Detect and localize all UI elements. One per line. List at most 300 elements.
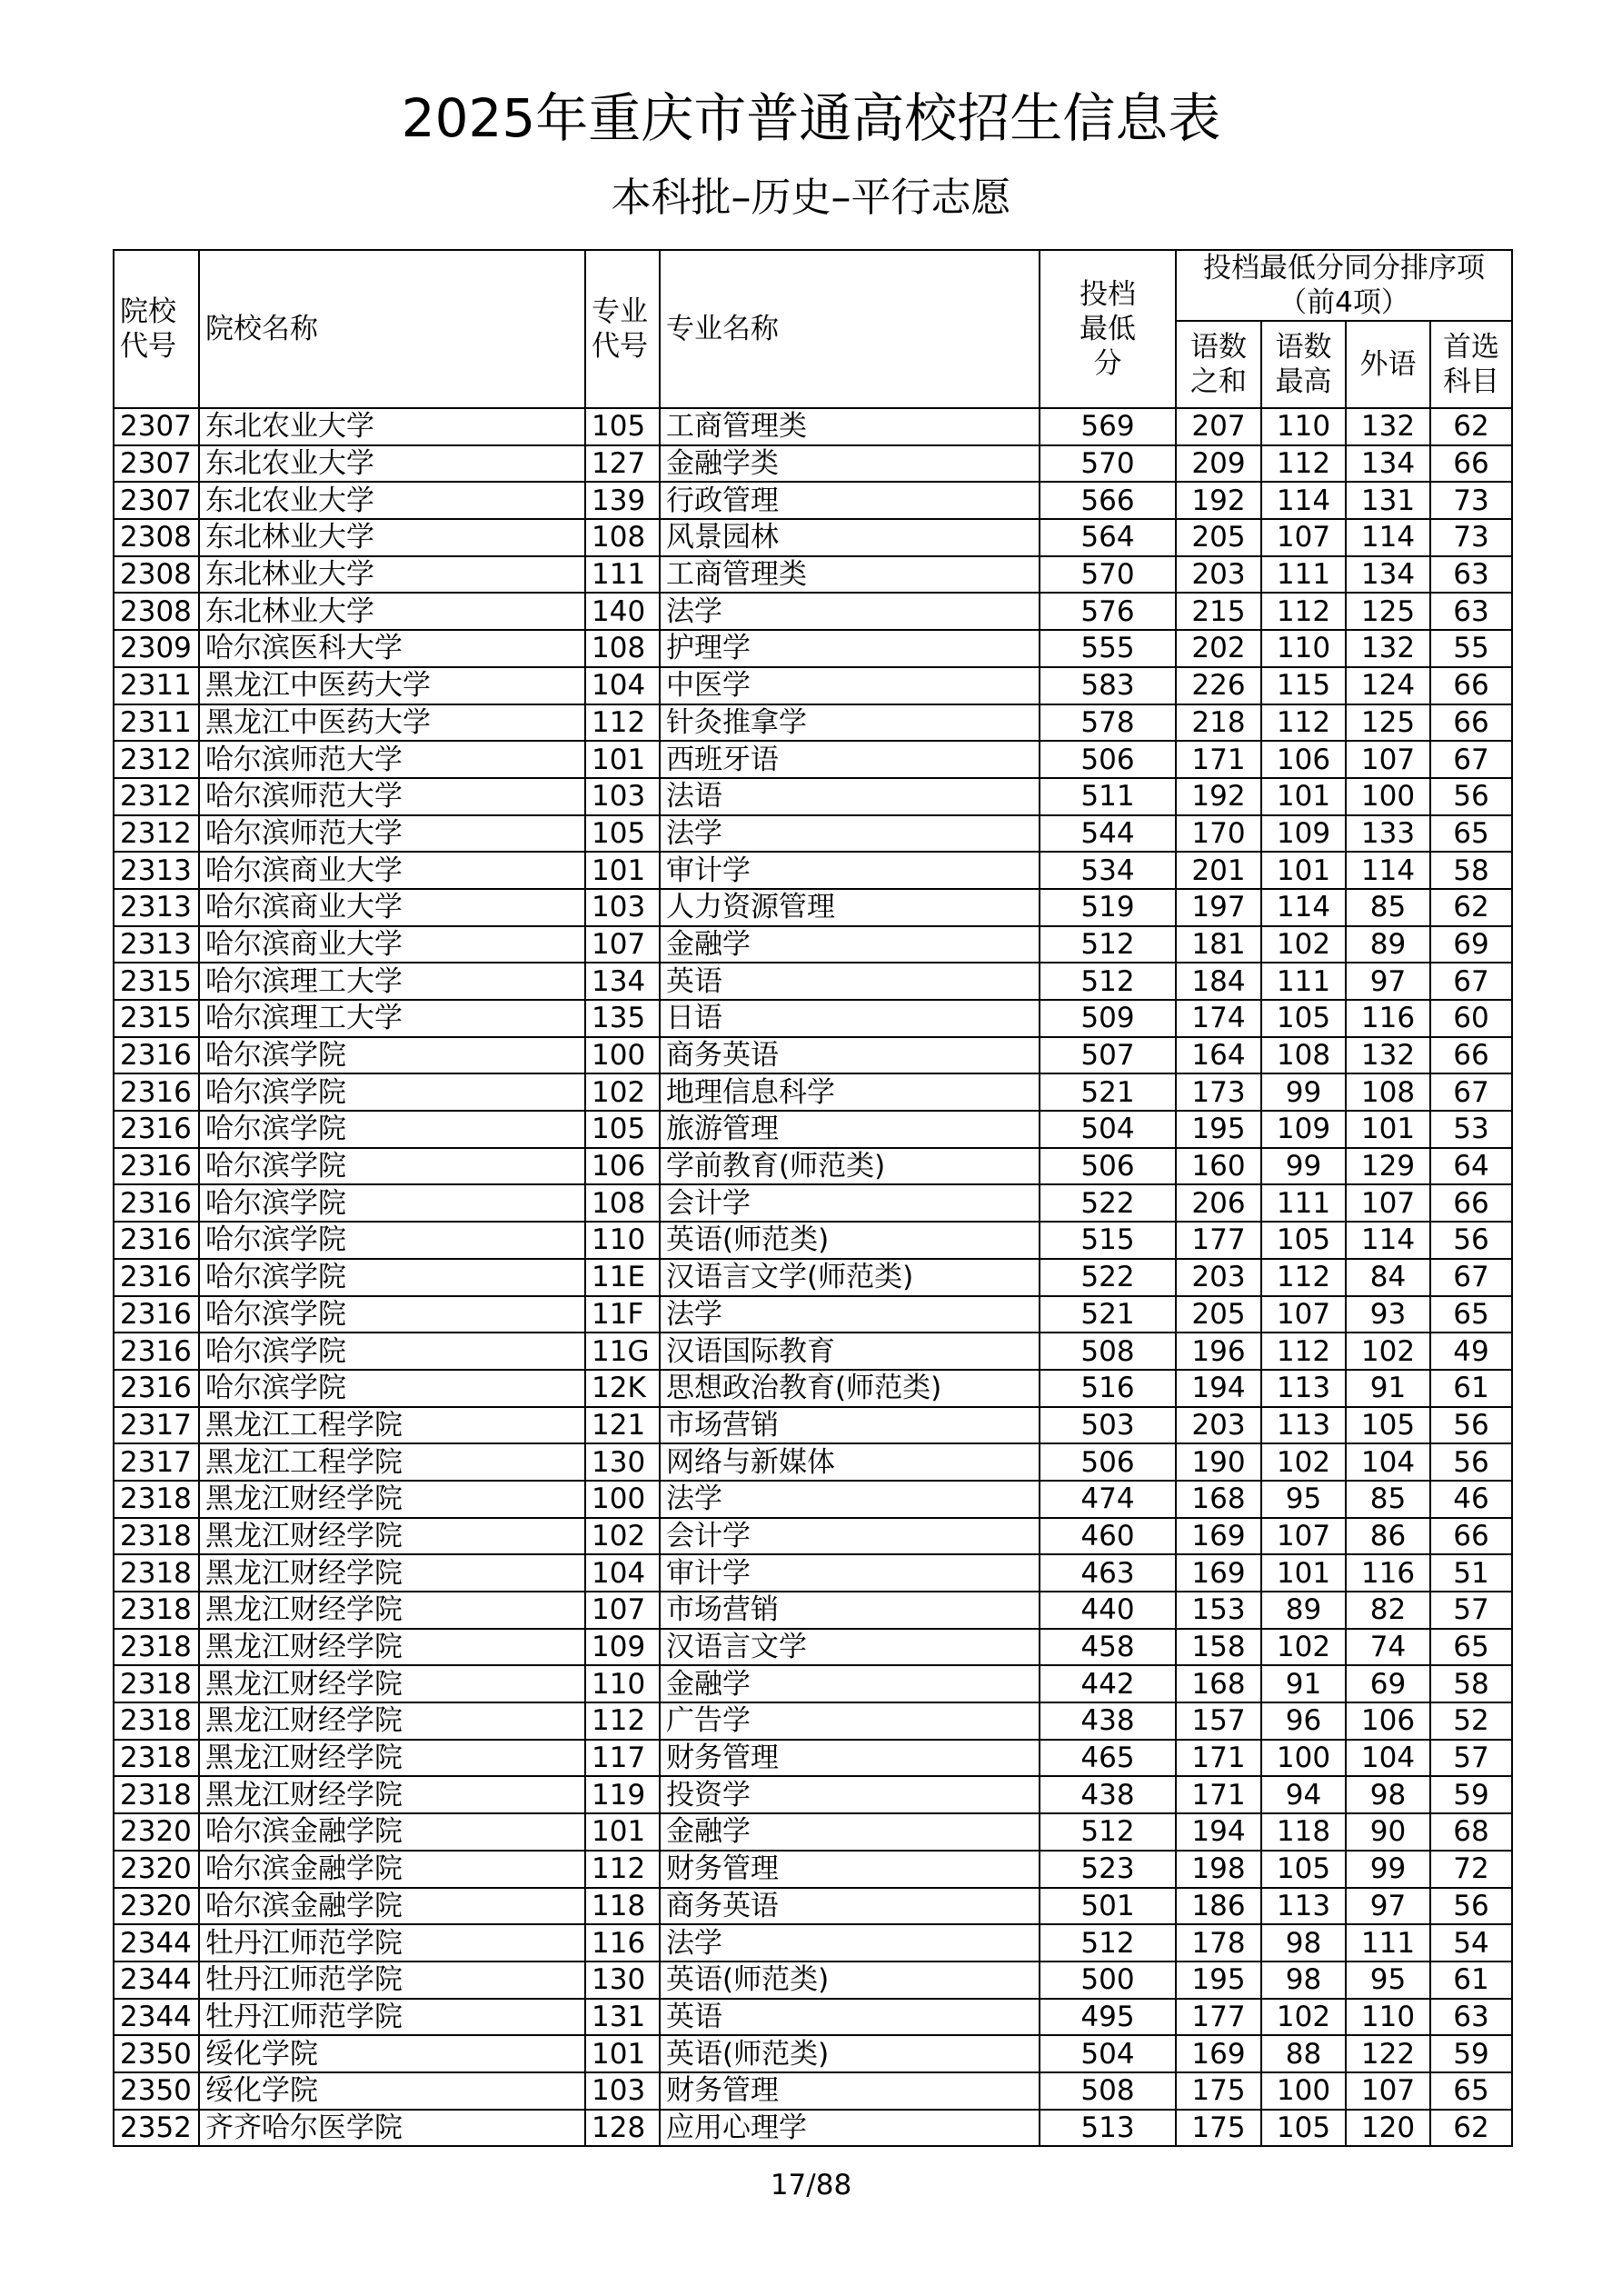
school-code-cell: 2318 xyxy=(114,1518,199,1555)
table-row xyxy=(114,445,1512,483)
first-subject-cell: 66 xyxy=(1430,1518,1512,1555)
table-row xyxy=(114,1776,1512,1813)
chinese-math-sum-cell: 171 xyxy=(1176,741,1261,778)
min-score-cell: 465 xyxy=(1040,1740,1176,1777)
major-code-cell: 104 xyxy=(585,667,660,704)
min-score-cell: 521 xyxy=(1040,1073,1176,1111)
chinese-math-max-cell: 113 xyxy=(1261,1407,1346,1444)
first-subject-cell: 62 xyxy=(1430,408,1512,445)
foreign-language-cell: 102 xyxy=(1346,1333,1430,1370)
major-code-cell: 107 xyxy=(585,926,660,963)
chinese-math-max-cell: 107 xyxy=(1261,519,1346,556)
chinese-math-sum-cell: 171 xyxy=(1176,1776,1261,1813)
school-name-cell: 哈尔滨学院 xyxy=(199,1037,585,1074)
table-row xyxy=(114,1443,1512,1481)
chinese-math-sum-cell: 177 xyxy=(1176,1999,1261,2036)
min-score-cell: 512 xyxy=(1040,1924,1176,1962)
chinese-math-max-cell: 111 xyxy=(1261,556,1346,594)
table-row xyxy=(114,852,1512,889)
chinese-math-sum-cell: 218 xyxy=(1176,704,1261,742)
min-score-cell: 504 xyxy=(1040,1111,1176,1148)
first-subject-cell: 67 xyxy=(1430,1073,1512,1111)
foreign-language-cell: 132 xyxy=(1346,1037,1430,1074)
chinese-math-max-cell: 101 xyxy=(1261,852,1346,889)
school-name-cell: 哈尔滨师范大学 xyxy=(199,741,585,778)
min-score-cell: 513 xyxy=(1040,2110,1176,2147)
min-score-cell: 515 xyxy=(1040,1222,1176,1259)
chinese-math-max-cell: 118 xyxy=(1261,1813,1346,1851)
major-code-cell: 105 xyxy=(585,408,660,445)
min-score-cell: 511 xyxy=(1040,778,1176,815)
chinese-math-max-cell: 101 xyxy=(1261,778,1346,815)
table-row xyxy=(114,519,1512,556)
table-row xyxy=(114,926,1512,963)
major-code-cell: 100 xyxy=(585,1037,660,1074)
major-code-cell: 110 xyxy=(585,1665,660,1702)
foreign-language-cell: 107 xyxy=(1346,1184,1430,1222)
first-subject-cell: 56 xyxy=(1430,778,1512,815)
table-row xyxy=(114,630,1512,667)
first-subject-cell: 56 xyxy=(1430,1443,1512,1481)
school-name-cell: 东北农业大学 xyxy=(199,445,585,483)
foreign-language-cell: 85 xyxy=(1346,889,1430,926)
foreign-language-cell: 122 xyxy=(1346,2035,1430,2072)
school-code-cell: 2307 xyxy=(114,445,199,483)
foreign-language-cell: 89 xyxy=(1346,926,1430,963)
school-name-cell: 哈尔滨商业大学 xyxy=(199,926,585,963)
chinese-math-max-cell: 89 xyxy=(1261,1592,1346,1629)
first-subject-cell: 62 xyxy=(1430,889,1512,926)
major-name-cell: 法学 xyxy=(660,1296,1040,1333)
foreign-language-cell: 91 xyxy=(1346,1370,1430,1407)
major-code-cell: 102 xyxy=(585,1518,660,1555)
chinese-math-sum-cell: 169 xyxy=(1176,2035,1261,2072)
school-code-cell: 2318 xyxy=(114,1592,199,1629)
major-code-cell: 101 xyxy=(585,741,660,778)
first-subject-cell: 66 xyxy=(1430,445,1512,483)
chinese-math-max-cell: 105 xyxy=(1261,1851,1346,1888)
first-subject-cell: 49 xyxy=(1430,1333,1512,1370)
major-code-cell: 116 xyxy=(585,1924,660,1962)
school-name-cell: 牡丹江师范学院 xyxy=(199,1999,585,2036)
chinese-math-max-cell: 112 xyxy=(1261,1333,1346,1370)
table-row xyxy=(114,1851,1512,1888)
foreign-language-cell: 114 xyxy=(1346,519,1430,556)
major-code-cell: 130 xyxy=(585,1443,660,1481)
min-score-cell: 569 xyxy=(1040,408,1176,445)
chinese-math-sum-cell: 178 xyxy=(1176,1924,1261,1962)
chinese-math-max-cell: 102 xyxy=(1261,926,1346,963)
min-score-cell: 544 xyxy=(1040,815,1176,853)
school-code-cell: 2308 xyxy=(114,593,199,630)
table-row xyxy=(114,1665,1512,1702)
min-score-cell: 506 xyxy=(1040,1148,1176,1185)
major-code-cell: 106 xyxy=(585,1148,660,1185)
chinese-math-sum-cell: 169 xyxy=(1176,1554,1261,1592)
chinese-math-sum-cell: 164 xyxy=(1176,1037,1261,1074)
school-code-cell: 2312 xyxy=(114,741,199,778)
foreign-language-cell: 108 xyxy=(1346,1073,1430,1111)
major-name-cell: 法学 xyxy=(660,593,1040,630)
school-code-cell: 2320 xyxy=(114,1813,199,1851)
school-name-cell: 哈尔滨师范大学 xyxy=(199,778,585,815)
table-row xyxy=(114,1407,1512,1444)
first-subject-cell: 67 xyxy=(1430,963,1512,1000)
major-code-cell: 108 xyxy=(585,519,660,556)
school-name-cell: 哈尔滨金融学院 xyxy=(199,1813,585,1851)
foreign-language-cell: 110 xyxy=(1346,1999,1430,2036)
chinese-math-max-cell: 98 xyxy=(1261,1924,1346,1962)
foreign-language-cell: 93 xyxy=(1346,1296,1430,1333)
major-code-cell: 12K xyxy=(585,1370,660,1407)
major-code-cell: 112 xyxy=(585,1851,660,1888)
page-number: 17/88 xyxy=(770,2169,852,2201)
first-subject-cell: 56 xyxy=(1430,1407,1512,1444)
table-row xyxy=(114,1740,1512,1777)
school-code-cell: 2313 xyxy=(114,889,199,926)
table-row xyxy=(114,741,1512,778)
major-name-cell: 学前教育(师范类) xyxy=(660,1148,1040,1185)
header-sub-chinese-math-max: 语数最高 xyxy=(1261,321,1346,408)
table-row xyxy=(114,1554,1512,1592)
major-code-cell: 112 xyxy=(585,704,660,742)
min-score-cell: 438 xyxy=(1040,1702,1176,1740)
major-name-cell: 针灸推拿学 xyxy=(660,704,1040,742)
min-score-cell: 463 xyxy=(1040,1554,1176,1592)
major-code-cell: 101 xyxy=(585,852,660,889)
table-row xyxy=(114,1370,1512,1407)
chinese-math-sum-cell: 207 xyxy=(1176,408,1261,445)
chinese-math-max-cell: 112 xyxy=(1261,704,1346,742)
school-code-cell: 2317 xyxy=(114,1443,199,1481)
school-code-cell: 2316 xyxy=(114,1333,199,1370)
school-code-cell: 2344 xyxy=(114,1924,199,1962)
school-code-cell: 2308 xyxy=(114,556,199,594)
chinese-math-max-cell: 98 xyxy=(1261,1962,1346,1999)
chinese-math-sum-cell: 190 xyxy=(1176,1443,1261,1481)
school-name-cell: 黑龙江财经学院 xyxy=(199,1481,585,1518)
header-major-name: 专业名称 xyxy=(660,250,1040,408)
min-score-cell: 512 xyxy=(1040,963,1176,1000)
school-code-cell: 2316 xyxy=(114,1037,199,1074)
school-name-cell: 哈尔滨金融学院 xyxy=(199,1888,585,1925)
min-score-cell: 583 xyxy=(1040,667,1176,704)
school-code-cell: 2318 xyxy=(114,1481,199,1518)
table-row xyxy=(114,556,1512,594)
foreign-language-cell: 86 xyxy=(1346,1518,1430,1555)
header-sub-first-subject: 首选科目 xyxy=(1430,321,1512,408)
header-tiebreak-group: 投档最低分同分排序项（前4项） xyxy=(1176,250,1512,321)
major-code-cell: 11F xyxy=(585,1296,660,1333)
min-score-cell: 512 xyxy=(1040,1813,1176,1851)
school-code-cell: 2316 xyxy=(114,1370,199,1407)
table-row xyxy=(114,2072,1512,2110)
chinese-math-sum-cell: 169 xyxy=(1176,1518,1261,1555)
major-name-cell: 法学 xyxy=(660,1924,1040,1962)
school-name-cell: 哈尔滨商业大学 xyxy=(199,852,585,889)
foreign-language-cell: 104 xyxy=(1346,1740,1430,1777)
chinese-math-max-cell: 88 xyxy=(1261,2035,1346,2072)
major-name-cell: 英语(师范类) xyxy=(660,2035,1040,2072)
table-row xyxy=(114,1296,1512,1333)
school-code-cell: 2344 xyxy=(114,1999,199,2036)
chinese-math-max-cell: 111 xyxy=(1261,1184,1346,1222)
table-row xyxy=(114,1148,1512,1185)
school-code-cell: 2316 xyxy=(114,1222,199,1259)
school-name-cell: 黑龙江财经学院 xyxy=(199,1776,585,1813)
school-name-cell: 东北林业大学 xyxy=(199,556,585,594)
header-school-code: 院校代号 xyxy=(114,250,199,408)
table-row xyxy=(114,778,1512,815)
chinese-math-max-cell: 110 xyxy=(1261,630,1346,667)
header-sub-chinese-math-sum: 语数之和 xyxy=(1176,321,1261,408)
first-subject-cell: 69 xyxy=(1430,926,1512,963)
chinese-math-sum-cell: 202 xyxy=(1176,630,1261,667)
major-code-cell: 131 xyxy=(585,1999,660,2036)
chinese-math-sum-cell: 195 xyxy=(1176,1111,1261,1148)
chinese-math-sum-cell: 173 xyxy=(1176,1073,1261,1111)
chinese-math-sum-cell: 196 xyxy=(1176,1333,1261,1370)
chinese-math-max-cell: 100 xyxy=(1261,1740,1346,1777)
major-name-cell: 英语 xyxy=(660,1999,1040,2036)
major-name-cell: 投资学 xyxy=(660,1776,1040,1813)
table-row xyxy=(114,1111,1512,1148)
major-code-cell: 121 xyxy=(585,1407,660,1444)
chinese-math-max-cell: 109 xyxy=(1261,1111,1346,1148)
table-row xyxy=(114,1888,1512,1925)
school-code-cell: 2318 xyxy=(114,1554,199,1592)
major-code-cell: 11G xyxy=(585,1333,660,1370)
major-code-cell: 105 xyxy=(585,1111,660,1148)
min-score-cell: 534 xyxy=(1040,852,1176,889)
first-subject-cell: 54 xyxy=(1430,1924,1512,1962)
table-row xyxy=(114,704,1512,742)
school-code-cell: 2350 xyxy=(114,2072,199,2110)
foreign-language-cell: 116 xyxy=(1346,1000,1430,1037)
foreign-language-cell: 95 xyxy=(1346,1962,1430,1999)
major-code-cell: 130 xyxy=(585,1962,660,1999)
major-code-cell: 127 xyxy=(585,445,660,483)
min-score-cell: 570 xyxy=(1040,556,1176,594)
school-name-cell: 哈尔滨商业大学 xyxy=(199,889,585,926)
foreign-language-cell: 116 xyxy=(1346,1554,1430,1592)
major-code-cell: 111 xyxy=(585,556,660,594)
school-name-cell: 哈尔滨学院 xyxy=(199,1333,585,1370)
foreign-language-cell: 124 xyxy=(1346,667,1430,704)
foreign-language-cell: 134 xyxy=(1346,445,1430,483)
first-subject-cell: 68 xyxy=(1430,1813,1512,1851)
chinese-math-sum-cell: 209 xyxy=(1176,445,1261,483)
chinese-math-sum-cell: 195 xyxy=(1176,1962,1261,1999)
min-score-cell: 578 xyxy=(1040,704,1176,742)
major-code-cell: 140 xyxy=(585,593,660,630)
min-score-cell: 503 xyxy=(1040,1407,1176,1444)
major-name-cell: 护理学 xyxy=(660,630,1040,667)
table-body xyxy=(114,408,1512,2146)
major-code-cell: 109 xyxy=(585,1629,660,1666)
first-subject-cell: 57 xyxy=(1430,1740,1512,1777)
first-subject-cell: 61 xyxy=(1430,1962,1512,1999)
chinese-math-max-cell: 105 xyxy=(1261,1222,1346,1259)
foreign-language-cell: 132 xyxy=(1346,408,1430,445)
chinese-math-max-cell: 102 xyxy=(1261,1629,1346,1666)
min-score-cell: 519 xyxy=(1040,889,1176,926)
chinese-math-max-cell: 113 xyxy=(1261,1888,1346,1925)
school-code-cell: 2318 xyxy=(114,1665,199,1702)
school-name-cell: 黑龙江工程学院 xyxy=(199,1443,585,1481)
school-name-cell: 哈尔滨医科大学 xyxy=(199,630,585,667)
chinese-math-sum-cell: 186 xyxy=(1176,1888,1261,1925)
major-code-cell: 103 xyxy=(585,778,660,815)
chinese-math-sum-cell: 203 xyxy=(1176,1259,1261,1296)
chinese-math-max-cell: 106 xyxy=(1261,741,1346,778)
first-subject-cell: 63 xyxy=(1430,593,1512,630)
foreign-language-cell: 84 xyxy=(1346,1259,1430,1296)
major-name-cell: 金融学 xyxy=(660,1665,1040,1702)
school-name-cell: 黑龙江财经学院 xyxy=(199,1554,585,1592)
first-subject-cell: 62 xyxy=(1430,2110,1512,2147)
major-code-cell: 134 xyxy=(585,963,660,1000)
foreign-language-cell: 134 xyxy=(1346,556,1430,594)
min-score-cell: 440 xyxy=(1040,1592,1176,1629)
major-name-cell: 法学 xyxy=(660,815,1040,853)
school-code-cell: 2313 xyxy=(114,926,199,963)
school-name-cell: 哈尔滨学院 xyxy=(199,1111,585,1148)
major-name-cell: 审计学 xyxy=(660,1554,1040,1592)
table-row xyxy=(114,1924,1512,1962)
school-name-cell: 黑龙江中医药大学 xyxy=(199,704,585,742)
chinese-math-max-cell: 110 xyxy=(1261,408,1346,445)
chinese-math-max-cell: 96 xyxy=(1261,1702,1346,1740)
table-row xyxy=(114,1184,1512,1222)
table-row xyxy=(114,1222,1512,1259)
school-code-cell: 2352 xyxy=(114,2110,199,2147)
school-name-cell: 哈尔滨学院 xyxy=(199,1184,585,1222)
first-subject-cell: 56 xyxy=(1430,1888,1512,1925)
min-score-cell: 570 xyxy=(1040,445,1176,483)
school-name-cell: 绥化学院 xyxy=(199,2072,585,2110)
first-subject-cell: 66 xyxy=(1430,1037,1512,1074)
first-subject-cell: 66 xyxy=(1430,1184,1512,1222)
school-name-cell: 东北农业大学 xyxy=(199,408,585,445)
table-row xyxy=(114,1702,1512,1740)
foreign-language-cell: 97 xyxy=(1346,1888,1430,1925)
foreign-language-cell: 125 xyxy=(1346,593,1430,630)
major-name-cell: 英语(师范类) xyxy=(660,1222,1040,1259)
chinese-math-max-cell: 107 xyxy=(1261,1296,1346,1333)
major-name-cell: 商务英语 xyxy=(660,1888,1040,1925)
major-code-cell: 101 xyxy=(585,1813,660,1851)
foreign-language-cell: 90 xyxy=(1346,1813,1430,1851)
table-row xyxy=(114,1962,1512,1999)
page-title: 2025年重庆市普通高校招生信息表 xyxy=(401,87,1221,149)
min-score-cell: 506 xyxy=(1040,741,1176,778)
major-name-cell: 审计学 xyxy=(660,852,1040,889)
major-name-cell: 应用心理学 xyxy=(660,2110,1040,2147)
major-code-cell: 135 xyxy=(585,1000,660,1037)
major-name-cell: 汉语言文学 xyxy=(660,1629,1040,1666)
min-score-cell: 522 xyxy=(1040,1184,1176,1222)
major-name-cell: 会计学 xyxy=(660,1518,1040,1555)
school-name-cell: 哈尔滨学院 xyxy=(199,1148,585,1185)
min-score-cell: 504 xyxy=(1040,2035,1176,2072)
chinese-math-sum-cell: 168 xyxy=(1176,1665,1261,1702)
school-code-cell: 2350 xyxy=(114,2035,199,2072)
chinese-math-sum-cell: 158 xyxy=(1176,1629,1261,1666)
school-code-cell: 2316 xyxy=(114,1296,199,1333)
major-code-cell: 102 xyxy=(585,1073,660,1111)
school-code-cell: 2317 xyxy=(114,1407,199,1444)
school-code-cell: 2318 xyxy=(114,1740,199,1777)
min-score-cell: 506 xyxy=(1040,1443,1176,1481)
table-row xyxy=(114,1259,1512,1296)
school-code-cell: 2316 xyxy=(114,1148,199,1185)
major-name-cell: 英语 xyxy=(660,963,1040,1000)
table-row xyxy=(114,408,1512,445)
major-code-cell: 119 xyxy=(585,1776,660,1813)
major-code-cell: 118 xyxy=(585,1888,660,1925)
first-subject-cell: 66 xyxy=(1430,704,1512,742)
school-name-cell: 哈尔滨金融学院 xyxy=(199,1851,585,1888)
school-name-cell: 黑龙江财经学院 xyxy=(199,1740,585,1777)
foreign-language-cell: 100 xyxy=(1346,778,1430,815)
table-row xyxy=(114,815,1512,853)
school-name-cell: 东北农业大学 xyxy=(199,482,585,519)
first-subject-cell: 65 xyxy=(1430,1296,1512,1333)
school-code-cell: 2315 xyxy=(114,963,199,1000)
chinese-math-max-cell: 112 xyxy=(1261,593,1346,630)
table-row xyxy=(114,963,1512,1000)
foreign-language-cell: 107 xyxy=(1346,741,1430,778)
school-code-cell: 2315 xyxy=(114,1000,199,1037)
school-name-cell: 黑龙江财经学院 xyxy=(199,1665,585,1702)
chinese-math-max-cell: 111 xyxy=(1261,963,1346,1000)
chinese-math-max-cell: 95 xyxy=(1261,1481,1346,1518)
major-code-cell: 104 xyxy=(585,1554,660,1592)
foreign-language-cell: 125 xyxy=(1346,704,1430,742)
major-code-cell: 101 xyxy=(585,2035,660,2072)
major-name-cell: 法学 xyxy=(660,1481,1040,1518)
first-subject-cell: 65 xyxy=(1430,1629,1512,1666)
major-code-cell: 108 xyxy=(585,630,660,667)
school-name-cell: 哈尔滨学院 xyxy=(199,1370,585,1407)
min-score-cell: 509 xyxy=(1040,1000,1176,1037)
first-subject-cell: 56 xyxy=(1430,1222,1512,1259)
chinese-math-max-cell: 114 xyxy=(1261,482,1346,519)
table-row xyxy=(114,1333,1512,1370)
foreign-language-cell: 120 xyxy=(1346,2110,1430,2147)
major-name-cell: 工商管理类 xyxy=(660,408,1040,445)
school-code-cell: 2313 xyxy=(114,852,199,889)
table-row xyxy=(114,1000,1512,1037)
major-name-cell: 思想政治教育(师范类) xyxy=(660,1370,1040,1407)
table-row xyxy=(114,1629,1512,1666)
major-code-cell: 105 xyxy=(585,815,660,853)
chinese-math-sum-cell: 203 xyxy=(1176,1407,1261,1444)
foreign-language-cell: 104 xyxy=(1346,1443,1430,1481)
major-code-cell: 11E xyxy=(585,1259,660,1296)
major-name-cell: 广告学 xyxy=(660,1702,1040,1740)
school-code-cell: 2344 xyxy=(114,1962,199,1999)
major-name-cell: 会计学 xyxy=(660,1184,1040,1222)
major-name-cell: 工商管理类 xyxy=(660,556,1040,594)
chinese-math-sum-cell: 194 xyxy=(1176,1813,1261,1851)
school-name-cell: 黑龙江中医药大学 xyxy=(199,667,585,704)
school-name-cell: 哈尔滨学院 xyxy=(199,1259,585,1296)
foreign-language-cell: 111 xyxy=(1346,1924,1430,1962)
header-sub-foreign-language: 外语 xyxy=(1346,321,1430,408)
school-code-cell: 2312 xyxy=(114,778,199,815)
